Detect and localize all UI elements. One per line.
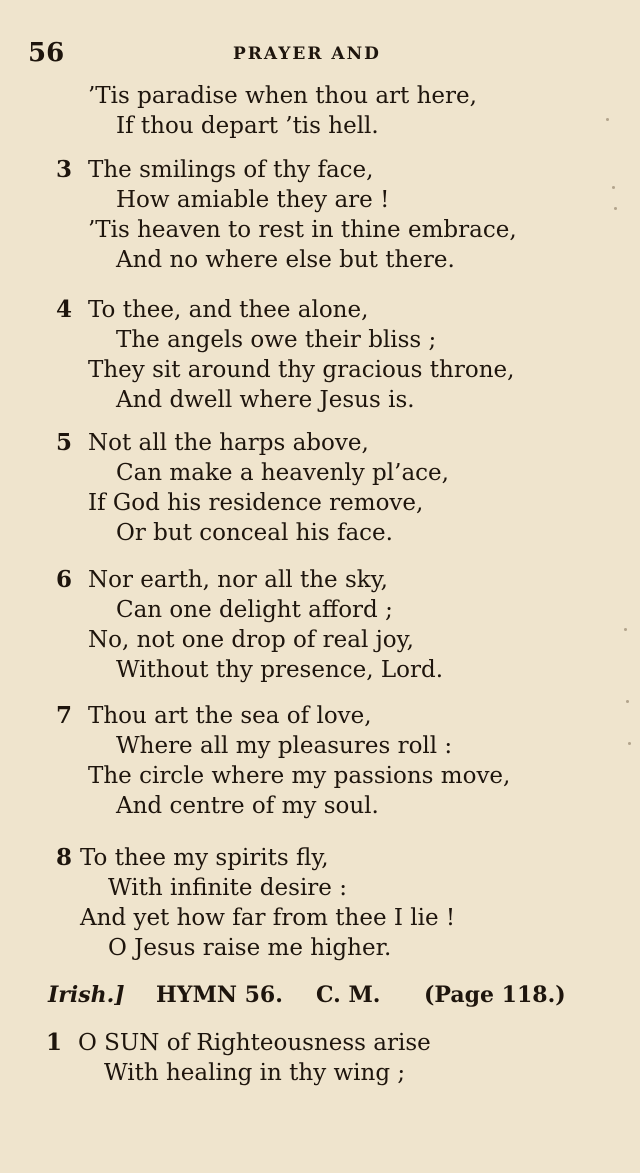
tune-name: Irish.] xyxy=(48,982,125,1008)
stanza-number: 7 xyxy=(56,702,73,729)
stanza-line: Without thy presence, Lord. xyxy=(116,657,444,683)
paper-speck xyxy=(626,700,629,703)
stanza-line: Not all the harps above, xyxy=(88,430,369,456)
stanza-line: ’Tis heaven to rest in thine embrace, xyxy=(88,217,517,243)
running-head: PRAYER AND xyxy=(233,44,381,64)
hymn-meter: C. M. xyxy=(316,982,381,1008)
stanza-line: Can make a heavenly pl’ace, xyxy=(116,460,449,486)
stanza-line: Where all my pleasures roll : xyxy=(116,733,453,759)
stanza-line: And yet how far from thee I lie ! xyxy=(80,905,456,931)
stanza-line: How amiable they are ! xyxy=(116,187,390,213)
paper-speck xyxy=(612,186,615,189)
stanza-number: 5 xyxy=(56,429,73,456)
paper-speck xyxy=(606,118,609,121)
stanza-line: To thee, and thee alone, xyxy=(88,297,369,323)
stanza-number: 6 xyxy=(56,566,73,593)
stanza-number: 3 xyxy=(56,156,73,183)
stanza-line: If God his residence remove, xyxy=(88,490,424,516)
stanza-line: The angels owe their bliss ; xyxy=(116,327,437,353)
stanza-line: To thee my spirits fly, xyxy=(80,845,329,871)
hymn-heading xyxy=(48,982,628,1014)
paper-speck xyxy=(628,742,631,745)
stanza-line: Can one delight afford ; xyxy=(116,597,393,623)
stanza-line: Or but conceal his face. xyxy=(116,520,393,546)
stanza-line: The circle where my passions move, xyxy=(88,763,511,789)
stanza-line: ’Tis paradise when thou art here, xyxy=(88,83,477,109)
paper-speck xyxy=(614,207,617,210)
stanza-number: 8 xyxy=(56,844,73,871)
stanza-line: O Jesus raise me higher. xyxy=(108,935,392,961)
hymn-title: HYMN 56. xyxy=(156,982,283,1008)
stanza-line: O SUN of Righteousness arise xyxy=(78,1030,431,1056)
stanza-number: 4 xyxy=(56,296,73,323)
stanza-line: And dwell where Jesus is. xyxy=(116,387,415,413)
stanza-line: Thou art the sea of love, xyxy=(88,703,372,729)
page-number: 56 xyxy=(28,38,65,68)
stanza-line: No, not one drop of real joy, xyxy=(88,627,414,653)
page-header xyxy=(28,38,608,72)
stanza-number: 1 xyxy=(46,1029,63,1056)
stanza-line: With healing in thy wing ; xyxy=(104,1060,406,1086)
page-reference: (Page 118.) xyxy=(424,982,566,1008)
stanza-line: Nor earth, nor all the sky, xyxy=(88,567,388,593)
stanza-line: And no where else but there. xyxy=(116,247,455,273)
stanza-line: With infinite desire : xyxy=(108,875,347,901)
stanza-line: The smilings of thy face, xyxy=(88,157,374,183)
stanza-line: If thou depart ’tis hell. xyxy=(116,113,379,139)
stanza-line: And centre of my soul. xyxy=(116,793,379,819)
stanza-line: They sit around thy gracious throne, xyxy=(88,357,515,383)
paper-speck xyxy=(624,628,627,631)
